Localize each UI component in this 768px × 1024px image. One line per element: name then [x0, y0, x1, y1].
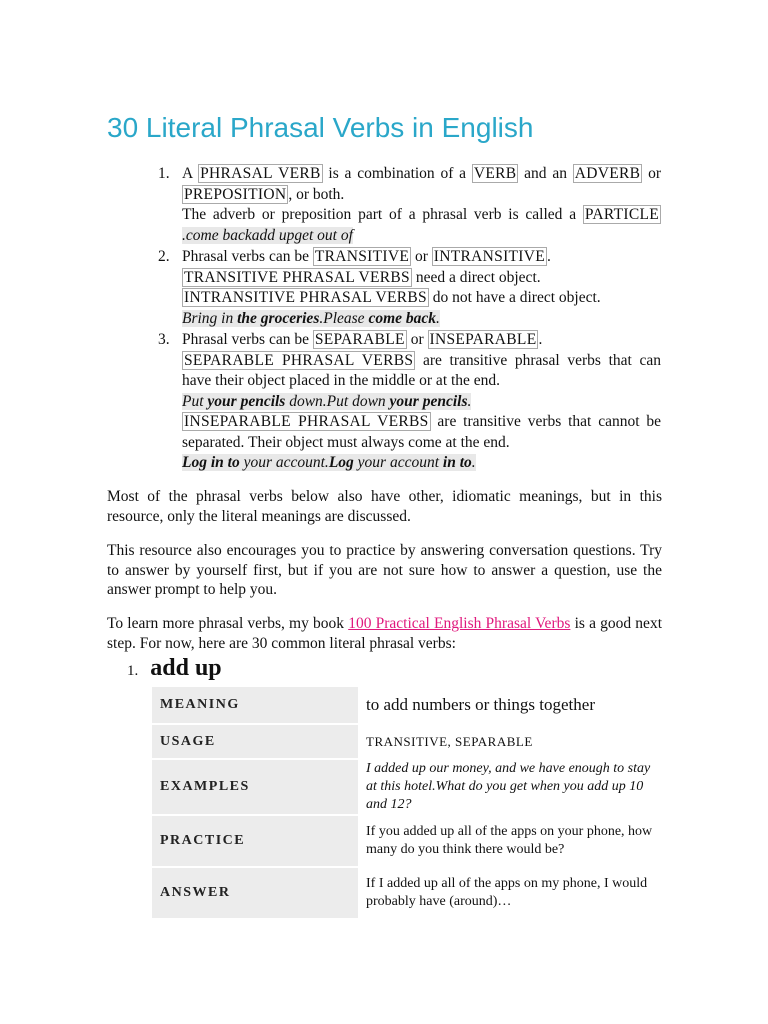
example-text: Bring in the groceries.Please come back. [182, 309, 440, 327]
example-text: .come backadd upget out of [182, 226, 353, 244]
table-row [152, 760, 662, 814]
row-label: ANSWER [152, 868, 358, 918]
term-box: PREPOSITION [184, 185, 287, 203]
example-text: Log in to your account.Log your account in to. [182, 454, 476, 471]
paragraph-practice: This resource also encourages you to practice by answering conversation questions. Try to answer by yourself first, but if you are not sure how to answer a question, use the answer prompt to help you. [107, 542, 662, 598]
term-box: VERB [473, 165, 517, 182]
term-box: SEPARABLE [314, 331, 405, 348]
term-box: PARTICLE [584, 206, 659, 223]
definition-table [152, 685, 662, 920]
term-box: INSEPARABLE [429, 331, 537, 348]
row-value: I added up our money, and we have enough to stay at this hotel.What do you get when you add up 10 and 12? [366, 761, 651, 812]
row-value: If you added up all of the apps on your phone, how many do you think there would be? [366, 824, 653, 857]
table-row [152, 868, 662, 918]
term-box: ADVERB [574, 165, 641, 182]
page-title: 30 Literal Phrasal Verbs in English [107, 112, 534, 143]
row-label: EXAMPLES [152, 760, 358, 814]
list-item-transitive: Phrasal verbs can be TRANSITIVE or INTRANSITIVE . TRANSITIVE PHRASAL VERBS need a direct object. INTRANSITIVE PHRASAL VERBS do not have a direct object. Bring in the groceries.Please come back. [182, 248, 601, 327]
row-label: PRACTICE [152, 816, 358, 866]
list-number: 3. [158, 331, 170, 348]
row-label: MEANING [152, 687, 358, 723]
row-value: If I added up all of the apps on my phone, I would probably have (around)… [366, 876, 648, 909]
table-row [152, 687, 662, 723]
table-row [152, 816, 662, 866]
paragraph-literal-meanings: Most of the phrasal verbs below also have other, idiomatic meanings, but in this resource, only the literal meanings are discussed. [107, 488, 662, 525]
term-box: PHRASAL VERB [200, 165, 321, 182]
entry-term: add up [150, 655, 222, 681]
term-box: INTRANSITIVE PHRASAL VERBS [184, 289, 427, 306]
term-box: INSEPARABLE PHRASAL VERBS [184, 413, 429, 430]
list-item-separable: Phrasal verbs can be SEPARABLE or INSEPARABLE . SEPARABLE PHRASAL VERBS are transitive phrasal verbs that can have their object placed in the middle or at the end. Put your pencils down.Put down your pencils. INSEPARABLE PHRASAL VERBS are transitive verbs that cannot be separated. Their object must always come at the end. Log in to your account.Log your account in to. [182, 331, 661, 471]
list-number: 1. [158, 165, 170, 182]
entry-number: 1. [127, 663, 139, 679]
entry-heading [127, 655, 222, 682]
row-value: TRANSITIVE, SEPARABLE [366, 733, 533, 749]
list-item-phrasal-verb-definition: A PHRASAL VERB is a combination of a VERB and an ADVERB or PREPOSITION , or both. The adverb or preposition part of a phrasal verb is called a PARTICLE .come backadd upget out of [182, 165, 661, 244]
table-row [152, 725, 662, 758]
paragraph-book: To learn more phrasal verbs, my book 100 Practical English Phrasal Verbs is a good next step. For now, here are 30 common literal phrasal verbs: [107, 615, 662, 652]
example-text: Put your pencils down.Put down your pencils. [182, 392, 472, 410]
row-label: USAGE [152, 725, 358, 758]
term-box: TRANSITIVE PHRASAL VERBS [184, 268, 410, 286]
term-box: INTRANSITIVE [433, 248, 546, 265]
term-box: SEPARABLE PHRASAL VERBS [184, 351, 414, 369]
list-number: 2. [158, 248, 170, 265]
book-link[interactable]: 100 Practical English Phrasal Verbs [348, 615, 571, 632]
row-value: to add numbers or things together [366, 695, 595, 714]
term-box: TRANSITIVE [314, 248, 410, 265]
